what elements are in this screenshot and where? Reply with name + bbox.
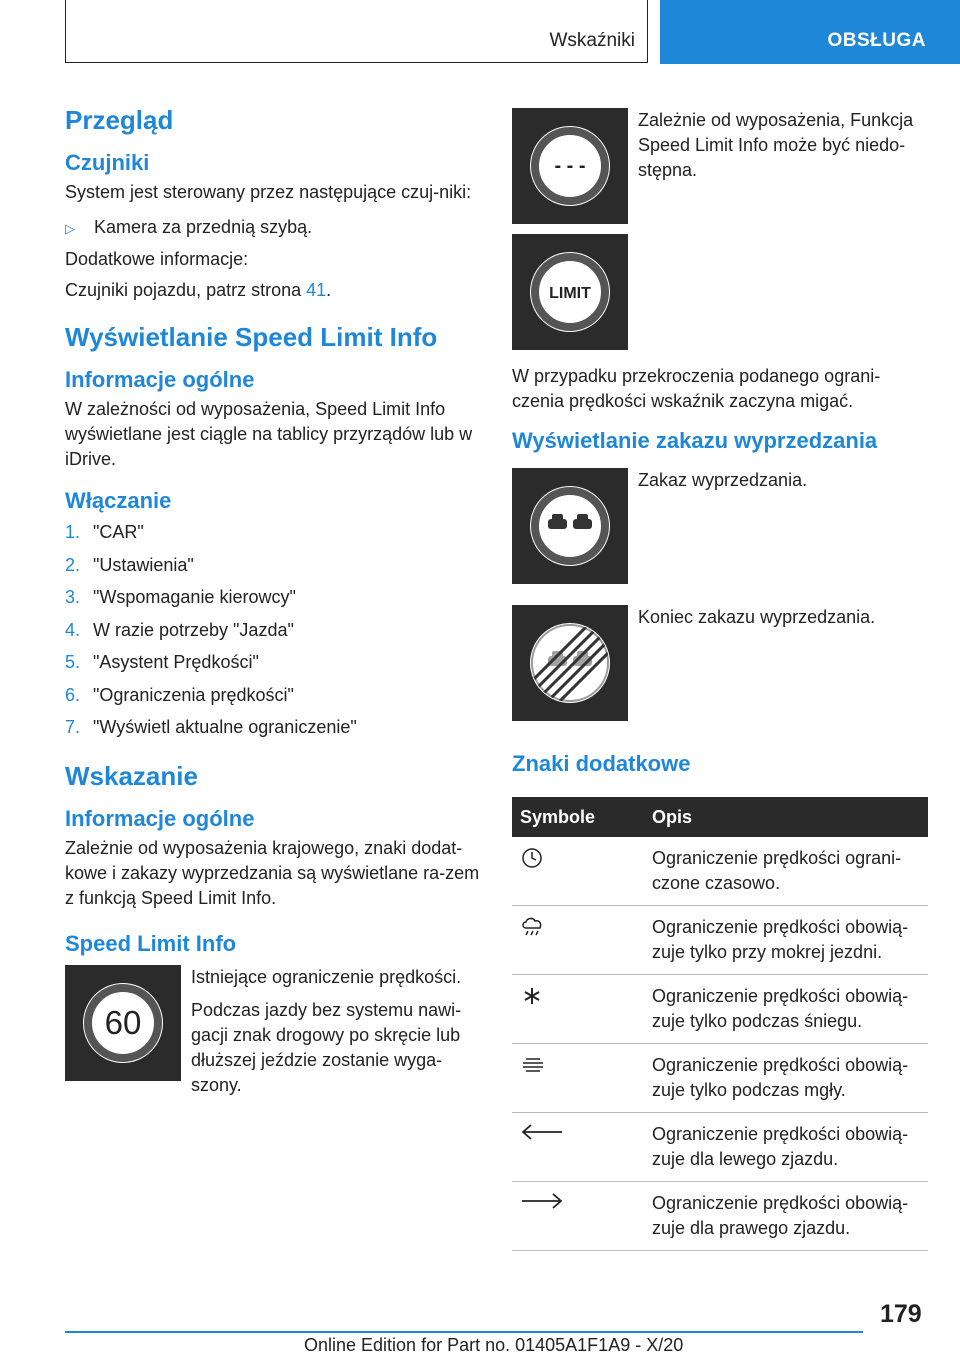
enable-title: Włączanie xyxy=(65,488,172,513)
sensors-text: System jest sterowany przez następujące czuj-niki: xyxy=(65,182,472,202)
list-item: 3. "Wspomaganie kierowcy" xyxy=(65,587,296,607)
extra-title: Znaki dodatkowe xyxy=(512,751,691,776)
display-title: Wyświetlanie Speed Limit Info xyxy=(65,322,438,352)
table-row xyxy=(512,975,928,1044)
sign-dashes: - - - xyxy=(554,155,586,177)
list-item: 1. "CAR" xyxy=(65,522,144,542)
overtake-ban-text-block xyxy=(638,468,928,584)
col-desc-header: Opis xyxy=(644,797,928,837)
symbol-cell xyxy=(512,1113,644,1182)
arrow-left-icon xyxy=(520,1126,564,1146)
symbol-cell xyxy=(512,1044,644,1113)
no-overtaking-sign xyxy=(512,468,628,584)
overview-title: Przegląd xyxy=(65,105,174,135)
overtake-ban-row xyxy=(512,468,928,584)
symbol-cell xyxy=(512,837,644,906)
sensors-bullet xyxy=(65,215,480,241)
right-column xyxy=(512,108,928,1251)
sensors-reference xyxy=(65,278,480,303)
exceed-text: W przypadku przekroczenia podanego ograni-czenia prędkości wskaźnik zaczyna migać. xyxy=(512,366,881,411)
sli-text2: Podczas jazdy bez systemu nawi-gacji znak drogowy po skręcie lub dłuższej jeździe zostanie wyga-szony. xyxy=(191,999,462,1095)
table-row xyxy=(512,1113,928,1182)
list-item: 2. "Ustawienia" xyxy=(65,554,194,575)
general2-title: Informacje ogólne xyxy=(65,805,255,831)
desc-cell: Ograniczenie prędkości obowią-zuje dla prawego zjazdu. xyxy=(644,1182,928,1251)
list-item: 7. "Wyświetl aktualne ograniczenie" xyxy=(65,717,357,737)
general-title: Informacje ogólne xyxy=(65,367,255,392)
table-row xyxy=(512,1182,928,1251)
unavailable-text: Zależnie od wyposażenia, Funkcja Speed Limit Info może być niedo-stępna. xyxy=(638,110,914,180)
sli-title: Speed Limit Info xyxy=(65,930,237,956)
sensors-ref-page-link[interactable]: 41 xyxy=(306,280,327,300)
table-row xyxy=(512,1044,928,1113)
list-item: 5. "Asystent Prędkości" xyxy=(65,652,259,672)
rain-cloud-icon xyxy=(520,923,546,943)
left-column xyxy=(65,100,480,1098)
sign-limit-text: LIMIT xyxy=(549,285,591,302)
desc-cell: Ograniczenie prędkości obowią-zuje tylko podczas mgły. xyxy=(644,1044,928,1113)
indication-title: Wskazanie xyxy=(65,760,198,791)
no-info-sign xyxy=(512,108,628,224)
table-header-row xyxy=(512,797,928,837)
desc-cell: Ograniczenie prędkości obowią-zuje tylko przy mokrej jezdni. xyxy=(644,906,928,975)
table-row xyxy=(512,837,928,906)
header-section xyxy=(660,0,960,64)
sli-text-block xyxy=(191,965,480,1098)
overtake-end-text-block xyxy=(638,605,928,721)
general2-text: Zależnie od wyposażenia krajowego, znaki dodat-kowe i zakazy wyprzedzania są wyświetlane ra-zem z funkcją Speed Limit Info. xyxy=(65,837,480,908)
desc-cell: Ograniczenie prędkości obowią-zuje dla lewego zjazdu. xyxy=(644,1113,928,1182)
header-section-label: OBSŁUGA xyxy=(827,30,926,51)
steps-list xyxy=(65,516,480,744)
overtake-end-row xyxy=(512,605,928,721)
sli-text1: Istniejące ograniczenie prędkości. xyxy=(191,966,462,987)
snowflake-icon xyxy=(520,992,544,1012)
limit-row xyxy=(512,234,928,350)
arrow-right-icon xyxy=(520,1195,564,1215)
unavailable-row xyxy=(512,108,928,224)
footer-divider xyxy=(65,1331,863,1333)
footer-edition: Online Edition for Part no. 01405A1F1A9 - X/20 xyxy=(304,1335,684,1355)
end-no-overtaking-sign xyxy=(512,605,628,721)
symbol-cell xyxy=(512,906,644,975)
sensors-ref-suffix: . xyxy=(326,280,332,300)
desc-cell: Ograniczenie prędkości obowią-zuje tylko podczas śniegu. xyxy=(644,975,928,1044)
unavailable-text-block xyxy=(638,108,928,224)
overtake-end-text: Koniec zakazu wyprzedzania. xyxy=(638,607,876,627)
header-tab xyxy=(65,0,648,63)
overtake-title: Wyświetlanie zakazu wyprzedzania xyxy=(512,428,878,453)
symbol-cell xyxy=(512,975,644,1044)
bullet-triangle-icon: ▷ xyxy=(65,221,75,236)
extra-signs-table xyxy=(512,797,928,1251)
page-number: 179 xyxy=(880,1300,922,1328)
sensors-bullet-text: Kamera za przednią szybą. xyxy=(94,217,313,237)
symbol-cell xyxy=(512,1182,644,1251)
table-row xyxy=(512,906,928,975)
fog-icon xyxy=(520,1061,546,1081)
header-tab-label: Wskaźniki xyxy=(549,30,635,51)
list-item: 6. "Ograniczenia prędkości" xyxy=(65,684,294,705)
limit-sign xyxy=(512,234,628,350)
sensors-title: Czujniki xyxy=(65,150,150,175)
desc-cell: Ograniczenie prędkości ograni-czone czasowo. xyxy=(644,837,928,906)
more-info-label: Dodatkowe informacje: xyxy=(65,249,249,269)
sign-60-value: 60 xyxy=(104,1003,142,1041)
general-text: W zależności od wyposażenia, Speed Limit Info wyświetlane jest ciągle na tablicy przyrządów lub w iDrive. xyxy=(65,399,473,469)
speed-limit-60-sign xyxy=(65,965,181,1081)
sli-row xyxy=(65,965,480,1098)
col-symbol-header: Symbole xyxy=(512,797,644,837)
list-item: 4. W razie potrzeby "Jazda" xyxy=(65,619,294,640)
overtake-ban-text: Zakaz wyprzedzania. xyxy=(638,470,808,490)
sensors-ref-prefix: Czujniki pojazdu, patrz strona xyxy=(65,280,307,300)
clock-icon xyxy=(520,854,544,874)
